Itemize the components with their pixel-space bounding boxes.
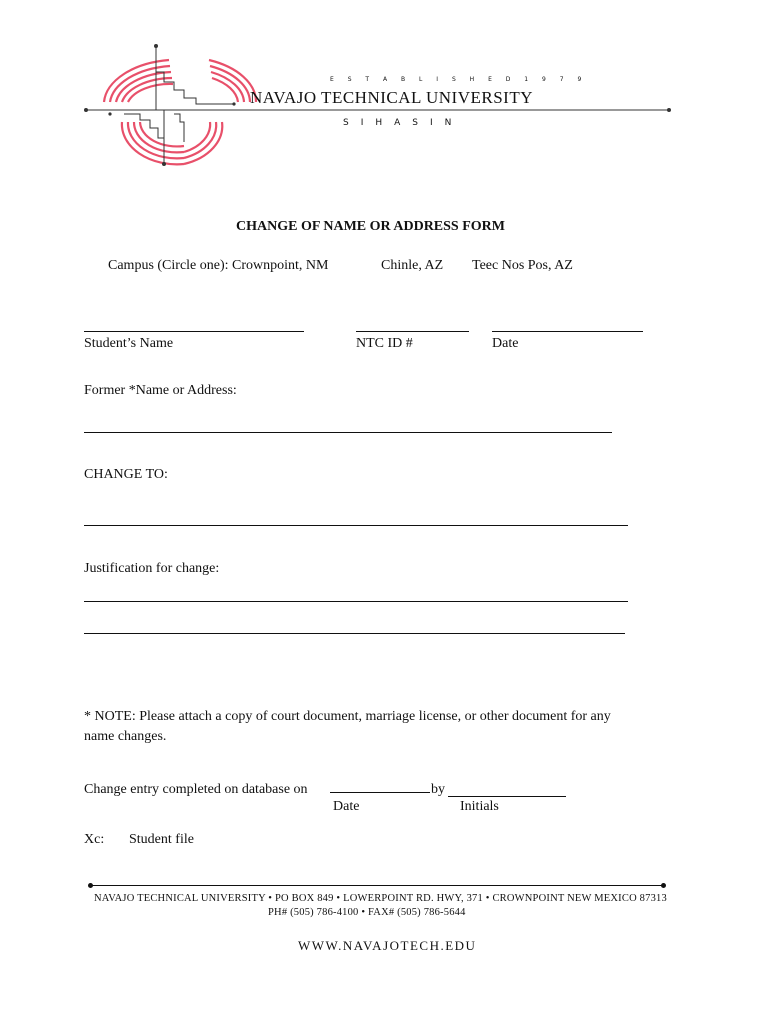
footer-phone: PH# (505) 786-4100 • FAX# (505) 786-5644	[268, 907, 466, 918]
footer-website[interactable]: WWW.NAVAJOTECH.EDU	[298, 938, 477, 953]
justification-field-1[interactable]	[84, 601, 628, 602]
xc-value: Student file	[129, 832, 194, 847]
by-label: by	[431, 782, 445, 797]
campus-option-chinle[interactable]: Chinle, AZ	[381, 258, 444, 273]
note-line-1: * NOTE: Please attach a copy of court document, marriage license, or other document for any	[84, 709, 611, 724]
ntc-id-label: NTC ID #	[356, 336, 413, 351]
justification-label: Justification for change:	[84, 561, 220, 576]
former-label: Former *Name or Address:	[84, 383, 237, 398]
date-field[interactable]	[492, 331, 643, 332]
note-line-2: name changes.	[84, 729, 167, 744]
change-to-label: CHANGE TO:	[84, 467, 168, 482]
footer-address: NAVAJO TECHNICAL UNIVERSITY • PO BOX 849 • LOWERPOINT RD. HWY, 371 • CROWNPOINT NEW MEXICO 87313	[94, 893, 667, 904]
footer-rule-left-dot	[88, 883, 93, 888]
established-line: E S T A B L I S H E D 1 9 7 9	[330, 76, 588, 83]
change-entry-label: Change entry completed on database on	[84, 782, 308, 797]
students-name-label: Student’s Name	[84, 336, 174, 351]
form-title: CHANGE OF NAME OR ADDRESS FORM	[236, 219, 505, 234]
ntc-id-field[interactable]	[356, 331, 469, 332]
initials-label: Initials	[460, 799, 499, 814]
campus-option-teec-nos-pos[interactable]: Teec Nos Pos, AZ	[472, 258, 573, 273]
footer-rule-right-dot	[661, 883, 666, 888]
entry-date-field[interactable]	[330, 792, 430, 793]
students-name-field[interactable]	[84, 331, 304, 332]
xc-label: Xc:	[84, 832, 105, 847]
change-to-field[interactable]	[84, 525, 628, 526]
date-label: Date	[492, 336, 519, 351]
campus-label: Campus (Circle one): Crownpoint, NM	[108, 258, 329, 273]
former-field[interactable]	[84, 432, 612, 433]
justification-field-2[interactable]	[84, 633, 625, 634]
university-name: NAVAJO TECHNICAL UNIVERSITY	[250, 88, 533, 107]
entry-date-label: Date	[333, 799, 360, 814]
initials-field[interactable]	[448, 796, 566, 797]
footer-rule	[90, 885, 664, 886]
university-motto: SIHASIN	[343, 118, 464, 128]
